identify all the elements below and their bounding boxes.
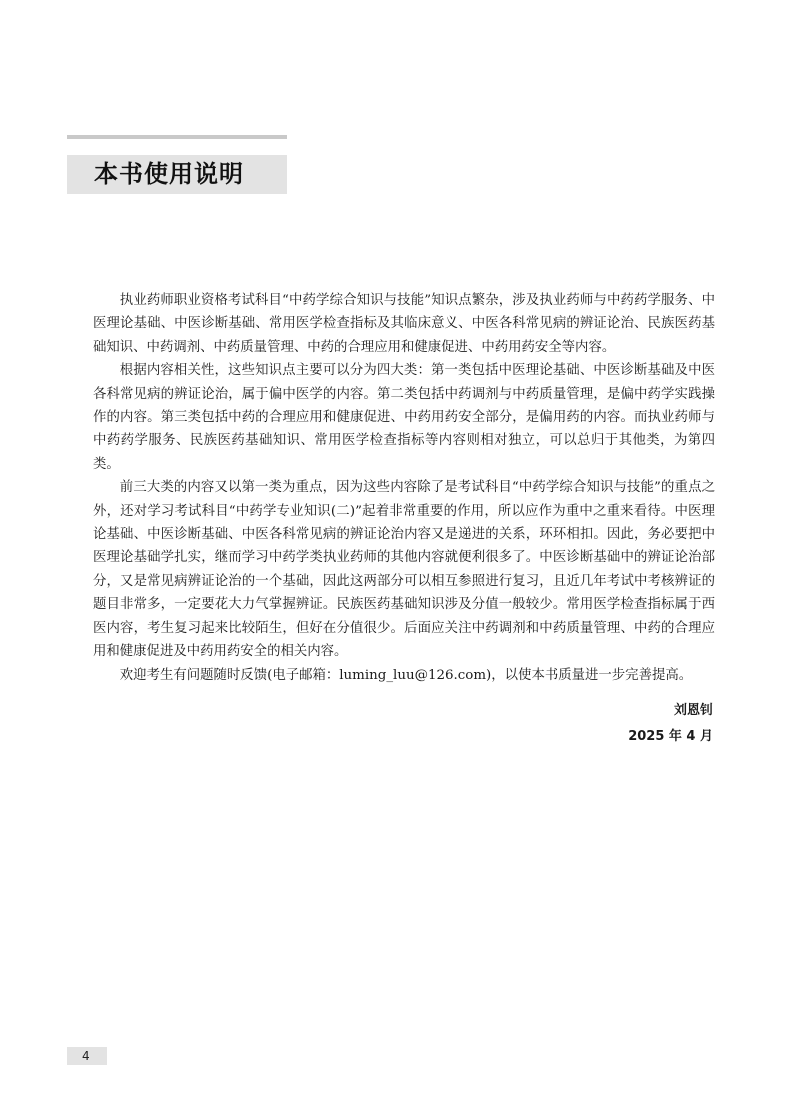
paragraph-4: 欢迎考生有问题随时反馈(电子邮箱：luming_luu@126.com)，以使本书质量进一步完善提高。: [119, 667, 693, 683]
page-title: 本书使用说明: [94, 160, 244, 188]
signature-date: 2025 年 4 月: [628, 729, 713, 744]
paragraph-3: 前三大类的内容又以第一类为重点，因为这些内容除了是考试科目“中药学综合知识与技能”的重点之外，还对学习考试科目“中药学专业知识(二)”起着非常重要的作用，所以应作为重中之重来看待。中医理论基础、中医诊断基础、中医各科常见病的辨证论治内容又是递进的关系，环环相扣。因此，务必要把中医理论基础学扎实，继而学习中药学类执业药师的其他内容就便利很多了。中医诊断基础中的辨证论治部分，又是常见病辨证论治的一个基础，因此这两部分可以相互参照进行复习，且近几年考试中考核辨证的题目非常多，一定要花大力气掌握辨证。民族医药基础知识涉及分值一般较少。常用医学检查指标属于西医内容，考生复习起来比较陌生，但好在分值很少。后面应关注中药调剂和中药质量管理、中药的合理应用和健康促进及中药用药安全的相关内容。: [93, 480, 715, 660]
page-number: 4: [82, 1049, 90, 1063]
title-top-rule: [67, 135, 287, 139]
paragraph-1: 执业药师职业资格考试科目“中药学综合知识与技能”知识点繁杂，涉及执业药师与中药药学服务、中医理论基础、中医诊断基础、常用医学检查指标及其临床意义、中医各科常见病的辨证论治、民族医药基础知识、中药调剂、中药质量管理、中药的合理应用和健康促进、中药用药安全等内容。: [93, 293, 715, 355]
body-text: [93, 289, 715, 687]
paragraph-2: 根据内容相关性，这些知识点主要可以分为四大类：第一类包括中医理论基础、中医诊断基础及中医各科常见病的辨证论治，属于偏中医学的内容。第二类包括中药调剂与中药质量管理，是偏中药学实践操作的内容。第三类包括中药的合理应用和健康促进、中药用药安全部分，是偏用药的内容。而执业药师与中药药学服务、民族医药基础知识、常用医学检查指标等内容则相对独立，可以总归于其他类，为第四类。: [93, 363, 715, 472]
author-signature: 刘恩钊: [673, 703, 713, 718]
page-number-box: [67, 1047, 107, 1065]
title-block: [67, 155, 287, 194]
